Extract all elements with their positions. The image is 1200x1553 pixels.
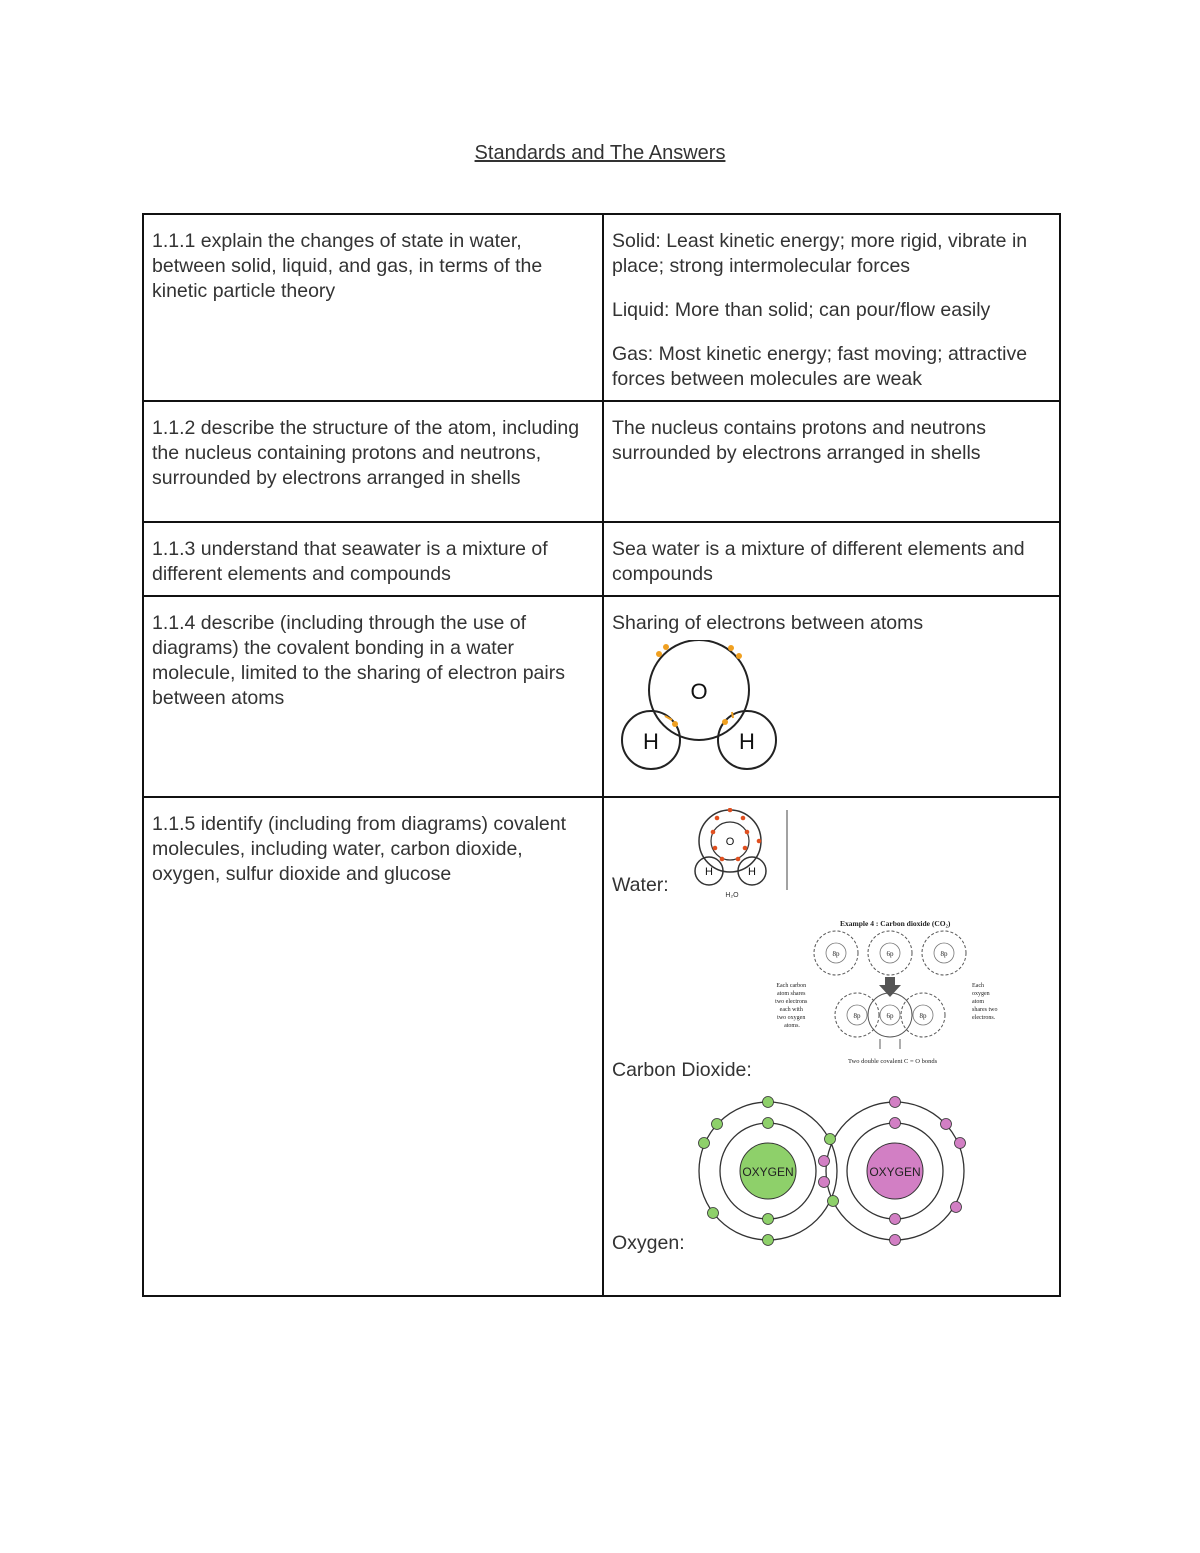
standard-cell xyxy=(143,522,603,596)
atom-label: 8p xyxy=(853,1012,861,1020)
electron-dot xyxy=(663,644,669,650)
electron-dot xyxy=(728,808,733,812)
electron-dot xyxy=(941,1119,952,1130)
standard-cell xyxy=(143,214,603,401)
note-line: atom shares xyxy=(777,991,806,997)
water-formula: H₂O xyxy=(725,892,739,899)
answer-text: The nucleus contains protons and neutrons surrounded by electrons arranged in shells xyxy=(612,417,986,464)
electron-dash xyxy=(732,712,733,718)
carbon-dioxide-label: Carbon Dioxide: xyxy=(612,1059,752,1081)
hydrogen-symbol: H xyxy=(739,729,755,754)
electron-dot xyxy=(715,816,720,821)
electron-dot xyxy=(712,1119,723,1130)
diagram-title: Example 4 : Carbon dioxide (CO₂) xyxy=(840,919,951,928)
electron-dot xyxy=(745,830,750,835)
standard-cell xyxy=(143,596,603,797)
answer-text: Sharing of electrons between atoms xyxy=(612,612,924,634)
atom-label: 6p xyxy=(886,950,894,958)
electron-dot xyxy=(728,645,734,651)
electron-dot xyxy=(711,830,716,835)
oxygen-symbol: O xyxy=(725,836,735,848)
table-row xyxy=(143,522,1060,596)
electron-dot xyxy=(672,721,678,727)
note-line: shares two xyxy=(972,1007,998,1013)
electron-dot xyxy=(722,719,728,725)
table-row xyxy=(143,596,1060,797)
answer-cell xyxy=(603,401,1060,522)
water-molecule-diagram xyxy=(687,808,797,900)
carbon-dioxide-diagram xyxy=(760,915,1020,1077)
table-row xyxy=(143,797,1060,1296)
note-line: atom xyxy=(972,999,984,1005)
svg-text:Each carbon atom s xyxy=(775,983,809,1029)
atom-label: 8p xyxy=(940,950,948,958)
standard-text: 1.1.2 describe the structure of the atom, including the nucleus containing protons and neutrons, surrounded by electrons arranged in shells xyxy=(152,417,580,489)
nucleus-label: OXYGEN xyxy=(742,1165,794,1179)
page-title: Standards and The Answers xyxy=(474,142,726,164)
standard-cell xyxy=(143,401,603,522)
electron-dot xyxy=(763,1118,774,1129)
answer-text: Liquid: More than solid; can pour/flow easily xyxy=(612,299,991,321)
answer-cell xyxy=(603,214,1060,401)
note-line: Each carbon xyxy=(776,983,807,989)
electron-dot xyxy=(763,1235,774,1246)
note-line: each with xyxy=(779,1007,803,1013)
electron-dot xyxy=(708,1208,719,1219)
note-line: electrons. xyxy=(972,1015,996,1021)
electron-dot xyxy=(699,1138,710,1149)
electron-dot xyxy=(955,1138,966,1149)
electron-dot xyxy=(757,839,762,844)
electron-dot xyxy=(763,1097,774,1108)
oxygen-symbol: O xyxy=(690,679,708,704)
electron-dot xyxy=(736,653,742,659)
note-line: Each xyxy=(972,983,984,989)
table-row xyxy=(143,401,1060,522)
answer-cell xyxy=(603,596,1060,797)
hydrogen-symbol: H xyxy=(748,866,756,878)
standard-text: 1.1.5 identify (including from diagrams) covalent molecules, including water, carbon dioxide, oxygen, sulfur dioxide and glucose xyxy=(152,813,567,885)
answer-cell xyxy=(603,522,1060,596)
electron-dot xyxy=(951,1202,962,1213)
electron-dot xyxy=(890,1118,901,1129)
answer-text: Sea water is a mixture of different elements and compounds xyxy=(612,538,1025,585)
oxygen-molecule-diagram xyxy=(694,1093,974,1253)
nucleus-label: OXYGEN xyxy=(869,1165,921,1179)
answer-cell xyxy=(603,797,1060,1296)
atom-label: 6p xyxy=(886,1012,894,1020)
water-covalent-diagram xyxy=(612,640,792,770)
answer-text: Solid: Least kinetic energy; more rigid, vibrate in place; strong intermolecular forces xyxy=(612,230,1028,277)
note-line: atoms. xyxy=(784,1023,800,1029)
electron-dot xyxy=(741,816,746,821)
standard-cell xyxy=(143,797,603,1296)
atom-label: 8p xyxy=(919,1012,927,1020)
hydrogen-symbol: H xyxy=(705,866,713,878)
electron-dot xyxy=(890,1097,901,1108)
hydrogen-symbol: H xyxy=(643,729,659,754)
electron-dot xyxy=(720,857,725,862)
note-line: oxygen xyxy=(972,991,990,997)
electron-dot xyxy=(819,1177,830,1188)
atom-label: 8p xyxy=(832,950,840,958)
electron-dot xyxy=(819,1156,830,1167)
electron-dot xyxy=(828,1196,839,1207)
note-line: two electrons xyxy=(775,999,808,1005)
electron-dot xyxy=(736,857,741,862)
standard-text: 1.1.1 explain the changes of state in water, between solid, liquid, and gas, in terms of the kinetic particle theory xyxy=(152,230,543,302)
standard-text: 1.1.4 describe (including through the use of diagrams) the covalent bonding in a water molecule, limited to the sharing of electron pairs between atoms xyxy=(152,612,565,709)
electron-dot xyxy=(743,846,748,851)
electron-dot xyxy=(825,1134,836,1145)
standard-text: 1.1.3 understand that seawater is a mixture of different elements and compounds xyxy=(152,538,548,585)
table-row xyxy=(143,214,1060,401)
water-label: Water: xyxy=(612,874,669,896)
electron-dot xyxy=(656,651,662,657)
note-line: Two double covalent C = O bonds xyxy=(848,1058,938,1065)
electron-dot xyxy=(713,846,718,851)
oxygen-label: Oxygen: xyxy=(612,1232,685,1254)
note-line: two oxygen xyxy=(777,1015,806,1021)
svg-text:Each oxygen xyxy=(972,983,999,1021)
electron-dot xyxy=(763,1214,774,1225)
answer-text: Gas: Most kinetic energy; fast moving; attractive forces between molecules are weak xyxy=(612,343,1028,390)
electron-dot xyxy=(890,1235,901,1246)
electron-dot xyxy=(890,1214,901,1225)
standards-table xyxy=(142,213,1061,1297)
